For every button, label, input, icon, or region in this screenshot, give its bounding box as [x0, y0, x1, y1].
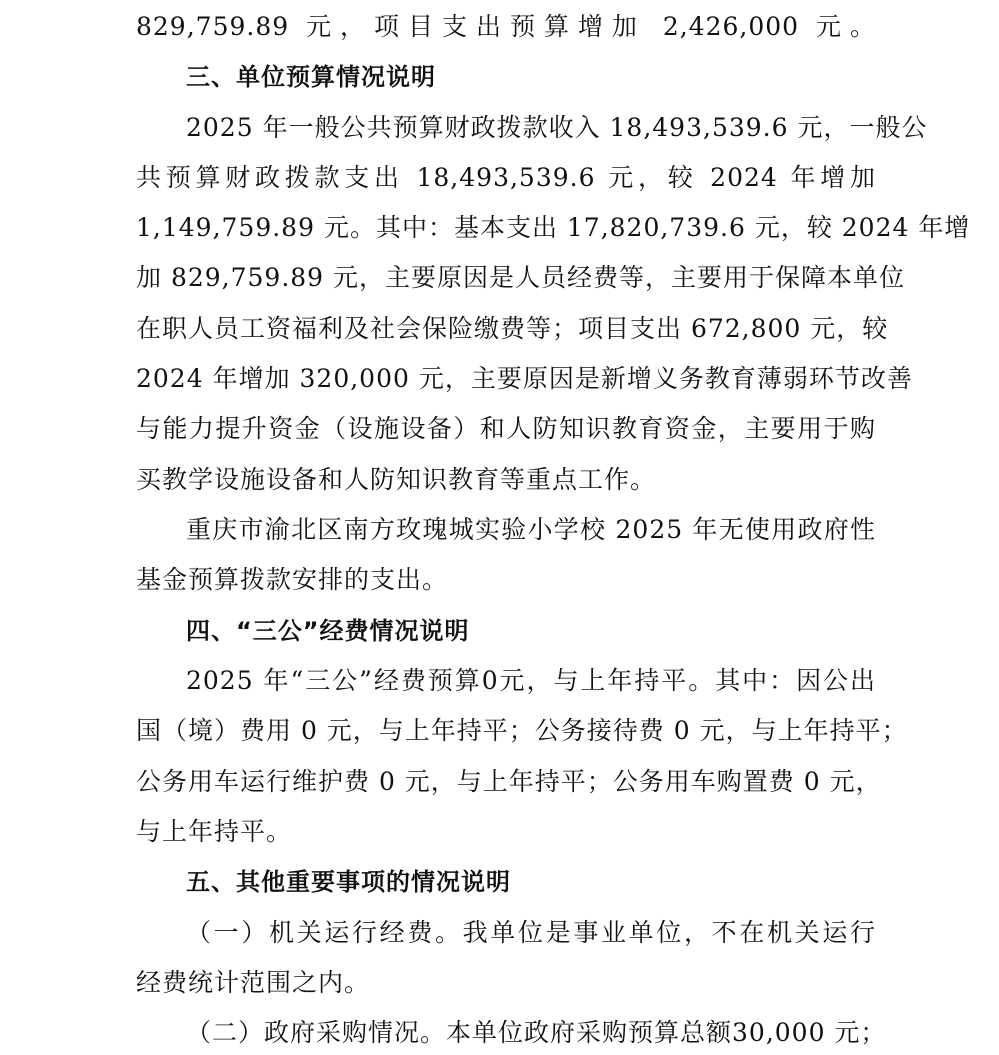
- paragraph-line: 国（境）费用 0 元，与上年持平；公务接待费 0 元，与上年持平；: [136, 716, 908, 745]
- section-heading: 四、“三公”经费情况说明: [186, 617, 470, 645]
- paragraph-line: 加 829,759.89 元，主要原因是人员经费等，主要用于保障本单位: [136, 263, 906, 292]
- paragraph-line: 买教学设施设备和人防知识教育等重点工作。: [136, 465, 657, 494]
- paragraph-line: 重庆市渝北区南方玫瑰城实验小学校 2025 年无使用政府性: [186, 515, 876, 544]
- paragraph-line: 共预算财政拨款支出 18,493,539.6 元，较 2024 年增加: [136, 163, 876, 192]
- paragraph-line: 基金预算拨款安排的支出。: [136, 565, 449, 594]
- paragraph-line: 2025 年“三公”经费预算0元，与上年持平。其中：因公出: [186, 666, 876, 695]
- paragraph-line: 829,759.89 元，项目支出预算增加 2,426,000 元。: [136, 12, 876, 41]
- paragraph-line: 2025 年一般公共预算财政拨款收入 18,493,539.6 元，一般公: [186, 113, 928, 142]
- paragraph-line: （二）政府采购情况。本单位政府采购预算总额30,000 元；: [186, 1018, 887, 1047]
- section-heading: 三、单位预算情况说明: [186, 63, 436, 91]
- paragraph-line: 经费统计范围之内。: [136, 968, 371, 997]
- paragraph-line: 2024 年增加 320,000 元，主要原因是新增义务教育薄弱环节改善: [136, 364, 913, 393]
- paragraph-line: （一）机关运行经费。我单位是事业单位，不在机关运行: [186, 918, 876, 947]
- paragraph-line: 与上年持平。: [136, 817, 293, 846]
- paragraph-line: 1,149,759.89 元。其中：基本支出 17,820,739.6 元，较 2024 年增: [136, 213, 971, 242]
- paragraph-line: 与能力提升资金（设施设备）和人防知识教育资金，主要用于购: [136, 414, 876, 443]
- paragraph-line: 在职人员工资福利及社会保险缴费等；项目支出 672,800 元，较: [136, 314, 889, 343]
- paragraph-line: 公务用车运行维护费 0 元，与上年持平；公务用车购置费 0 元，: [136, 767, 882, 796]
- section-heading: 五、其他重要事项的情况说明: [186, 868, 511, 896]
